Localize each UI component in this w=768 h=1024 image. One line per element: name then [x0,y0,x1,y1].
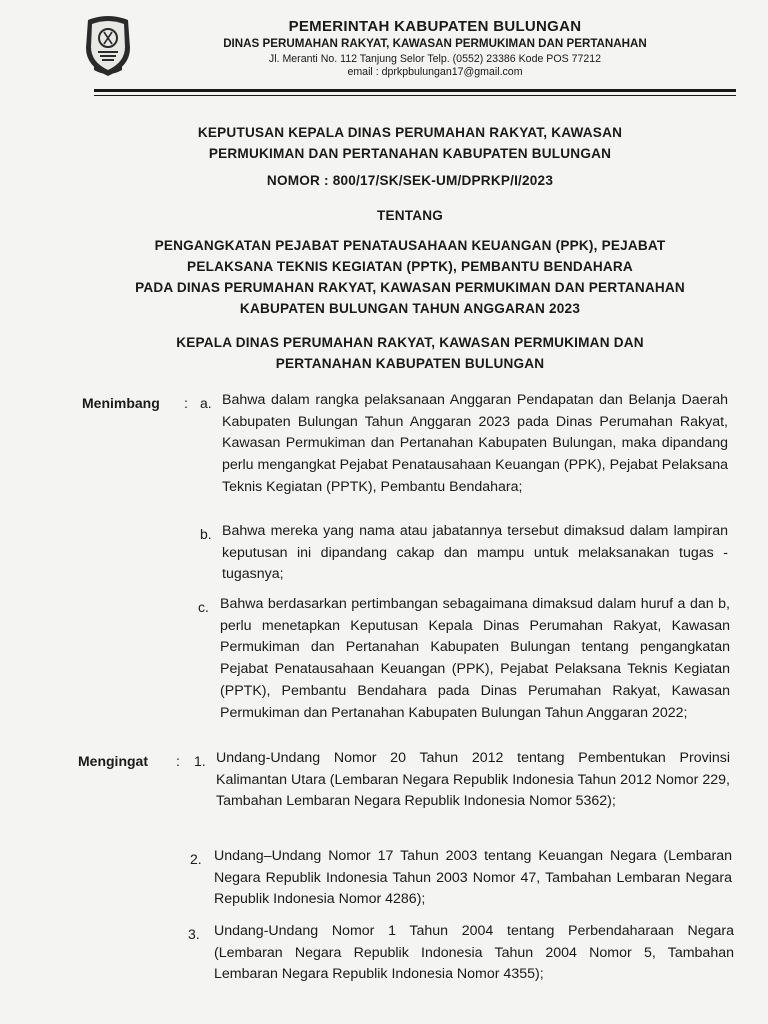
letterhead-address: Jl. Meranti No. 112 Tanjung Selor Telp. (0552) 23386 Kode POS 77212 [268,53,602,65]
menimbang-item-text: Bahwa berdasarkan pertimbangan sebagaimana dimaksud dalam huruf a dan b, perlu menetapkan Keputusan Kepala Dinas Perumahan Rakyat, Kawasan Permukiman dan Pertanahan Kabupaten Bulungan tentang pengangkatan Pejabat Penatausahaan Keuangan (PPK), Pejabat Pelaksana Teknis Kegiatan (PPTK), Pembantu Bendahara pada Dinas Perumahan Rakyat, Kawasan Permukiman dan Pertanahan Kabupaten Bulungan Tahun Anggaran 2022; [220,596,730,721]
letterhead-government: PEMERINTAH KABUPATEN BULUNGAN [288,18,582,35]
issuer-line: PERTANAHAN KABUPATEN BULUNGAN [275,356,545,371]
decree-subject [60,235,760,319]
subject-line: PADA DINAS PERUMAHAN RAKYAT, KAWASAN PERMUKIMAN DAN PERTANAHAN [135,280,685,295]
menimbang-item-text: Bahwa dalam rangka pelaksanaan Anggaran Pendapatan dan Belanja Daerah Kabupaten Bulungan Tahun Anggaran 2023 pada Dinas Perumahan Rakyat, Kawasan Permukiman dan Pertanahan Kabupaten Bulungan, maka dipandang perlu mengangkat Pejabat Penatausahaan Keuangan (PPK), Pejabat Pelaksana Teknis Kegiatan (PPTK), Pembantu Bendahara; [222,392,728,495]
subject-line: PELAKSANA TEKNIS KEGIATAN (PPTK), PEMBANTU BENDAHARA [187,259,633,274]
menimbang-colon: : [184,395,188,411]
menimbang-label: Menimbang [82,395,160,411]
menimbang-item-mark: c. [198,599,209,615]
mengingat-item-text: Undang–Undang Nomor 17 Tahun 2003 tentang Keuangan Negara (Lembaran Negara Republik Indonesia Tahun 2003 Nomor 47, Tambahan Lembaran Negara Republik Indonesia Nomor 4286); [214,848,732,908]
decree-number: NOMOR : 800/17/SK/SEK-UM/DPRKP/I/2023 [266,173,554,188]
decree-title [60,122,760,164]
mengingat-item-text: Undang-Undang Nomor 20 Tahun 2012 tentang Pembentukan Provinsi Kalimantan Utara (Lembaran Negara Republik Indonesia Tahun 2012 Nomor 229, Tambahan Lembaran Negara Republik Indonesia Nomor 5362); [216,750,730,810]
menimbang-item-text: Bahwa mereka yang nama atau jabatannya tersebut dimaksud dalam lampiran keputusan ini dipandang cakap dan mampu untuk melaksanakan tugas - tugasnya; [222,523,728,583]
letterhead-divider-thick [94,89,736,92]
subject-line: PENGANGKATAN PEJABAT PENATAUSAHAAN KEUANGAN (PPK), PEJABAT [154,238,666,253]
letterhead-email: email : dprkpbulungan17@gmail.com [347,66,523,78]
mengingat-label: Mengingat [78,753,148,769]
subject-line: KABUPATEN BULUNGAN TAHUN ANGGARAN 2023 [239,301,581,316]
mengingat-item-mark: 3. [188,926,200,942]
decree-title-line: PERMUKIMAN DAN PERTANAHAN KABUPATEN BULUNGAN [208,146,612,161]
bulungan-emblem-logo [80,14,136,78]
mengingat-item-mark: 1. [194,753,206,769]
mengingat-item-text: Undang-Undang Nomor 1 Tahun 2004 tentang Perbendaharaan Negara (Lembaran Negara Republik Indonesia Tahun 2004 Nomor 5, Tambahan Lembaran Negara Republik Indonesia Nomor 4355); [214,923,734,983]
mengingat-item-mark: 2. [190,851,202,867]
letterhead-agency: DINAS PERUMAHAN RAKYAT, KAWASAN PERMUKIMAN DAN PERTANAHAN [223,37,647,50]
tentang-heading: TENTANG [376,208,444,223]
menimbang-item-mark: a. [200,395,212,411]
letterhead [150,18,720,78]
issuer-line: KEPALA DINAS PERUMAHAN RAKYAT, KAWASAN PERMUKIMAN DAN [176,335,644,350]
decree-title-line: KEPUTUSAN KEPALA DINAS PERUMAHAN RAKYAT, KAWASAN [197,125,623,140]
letterhead-divider-thin [94,95,736,96]
menimbang-item-mark: b. [200,526,212,542]
issuer-heading [60,332,760,374]
mengingat-colon: : [176,753,180,769]
